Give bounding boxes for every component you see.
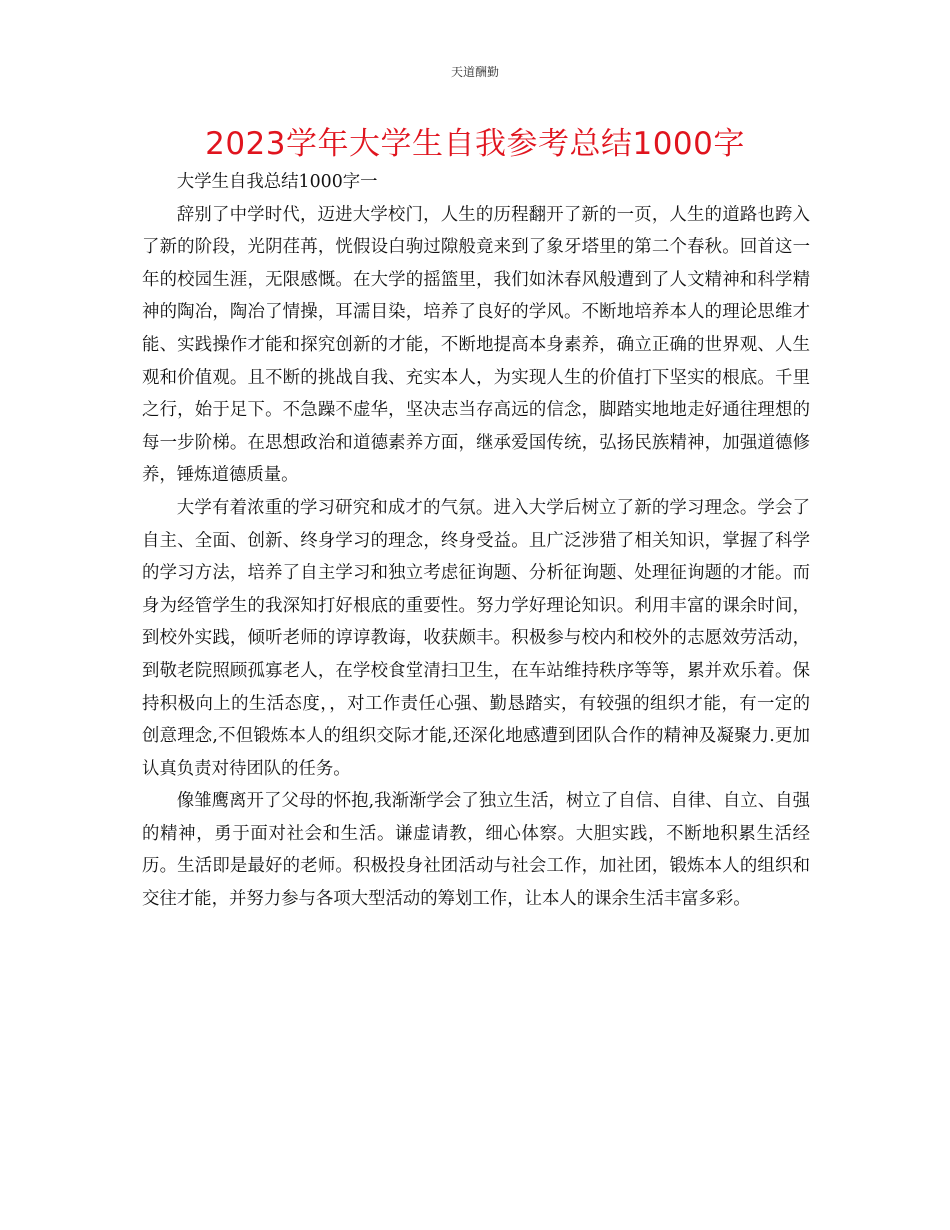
document-title: 2023学年大学生自我参考总结1000字 bbox=[205, 126, 745, 162]
page-header: 天道酬勤 bbox=[450, 65, 499, 79]
paragraph-2: 大学有着浓重的学习研究和成才的气氛。进入大学后树立了新的学习理念。学会了自主、全面、创新、终身学习的理念，终身受益。且广泛涉猎了相关知识，掌握了科学的学习方法，培养了自主学习和独立考虑征询题、分析征询题、处理征询题的才能。而身为经管学生的我深知打好根底的重要性。努力学好理论知识。利用丰富的课余时间，到校外实践，倾听老师的谆谆教诲，收获颇丰。积极参与校内和校外的志愿效劳活动，到敬老院照顾孤寡老人，在学校食堂清扫卫生，在车站维持秩序等等，累并欢乐着。保持积极向上的生活态度，，对工作责任心强、勤恳踏实，有较强的组织才能，有一定的创意理念,不但锻炼本人的组织交际才能,还深化地感遭到团队合作的精神及凝聚力.更加认真负责对待团队的任务。 bbox=[142, 497, 810, 779]
section-subtitle: 大学生自我总结1000字一 bbox=[176, 172, 378, 192]
paragraph-3: 像雏鹰离开了父母的怀抱,我渐渐学会了独立生活，树立了自信、自律、自立、自强的精神，勇于面对社会和生活。谦虚请教，细心体察。大胆实践，不断地积累生活经历。生活即是最好的老师。积极投身社团活动与社会工作，加社团，锻炼本人的组织和交往才能，并努力参与各项大型活动的筹划工作，让本人的课余生活丰富多彩。 bbox=[142, 791, 810, 910]
document-body bbox=[142, 166, 810, 916]
paragraph-1: 辞别了中学时代，迈进大学校门，人生的历程翻开了新的一页，人生的道路也跨入了新的阶段，光阴荏苒，恍假设白驹过隙般竟来到了象牙塔里的第二个春秋。回首这一年的校园生涯，无限感慨。在大学的摇篮里，我们如沐春风般遭到了人文精神和科学精神的陶冶，陶冶了情操，耳濡目染，培养了良好的学风。不断地培养本人的理论思维才能、实践操作才能和探究创新的才能，不断地提高本身素养，确立正确的世界观、人生观和价值观。且不断的挑战自我、充实本人，为实现人生的价值打下坚实的根底。千里之行，始于足下。不急躁不虚华，坚决志当存高远的信念，脚踏实地地走好通往理想的每一步阶梯。在思想政治和道德素养方面，继承爱国传统，弘扬民族精神，加强道德修养，锤炼道德质量。 bbox=[142, 204, 810, 486]
